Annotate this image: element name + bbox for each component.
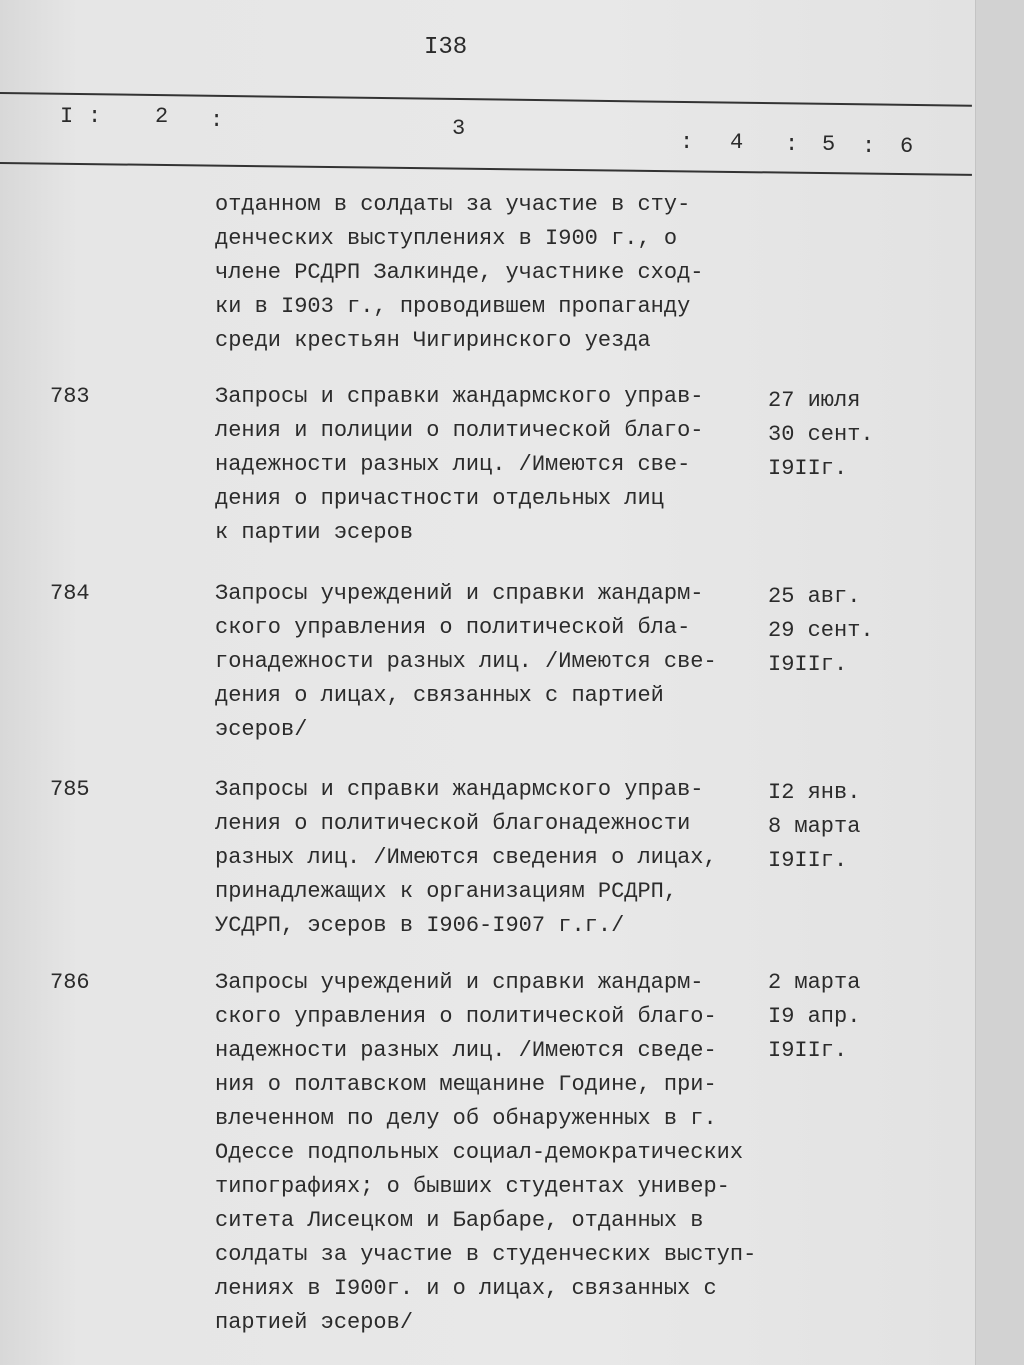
entry-number: 784 <box>50 581 90 606</box>
date-end: 8 марта <box>768 814 861 839</box>
entry-dates <box>768 580 968 682</box>
entry-description <box>215 773 760 943</box>
column-1-label: I <box>60 104 74 129</box>
text-line: гонадежности разных лиц. /Имеются све- <box>215 649 717 674</box>
page-number: I38 <box>424 34 468 61</box>
entry-dates <box>768 966 968 1068</box>
date-year: I9IIг. <box>768 456 848 481</box>
continuation-text <box>215 188 760 358</box>
text-line: УСДРП, эсеров в I906-I907 г.г./ <box>215 913 625 938</box>
text-line: принадлежащих к организациям РСДРП, <box>215 879 678 904</box>
text-line: дения о причастности отдельных лиц <box>215 486 664 511</box>
text-line: надежности разных лиц. /Имеются све- <box>215 452 691 477</box>
text-line: надежности разных лиц. /Имеются сведе- <box>215 1038 717 1063</box>
text-line: к партии эсеров <box>215 520 414 545</box>
text-line: разных лиц. /Имеются сведения о лицах, <box>215 845 717 870</box>
date-end: 30 сент. <box>768 422 874 447</box>
text-line: солдаты за участие в студенческих выступ- <box>215 1242 757 1267</box>
date-year: I9IIг. <box>768 848 848 873</box>
date-end: 29 сент. <box>768 618 874 643</box>
entry-dates <box>768 776 968 878</box>
entry-number: 786 <box>50 970 90 995</box>
text-line: ния о полтавском мещанине Године, при- <box>215 1072 717 1097</box>
text-line: члене РСДРП Залкинде, участнике сход- <box>215 260 704 285</box>
text-line: ского управления о политической благо- <box>215 1004 717 1029</box>
date-year: I9IIг. <box>768 1038 848 1063</box>
date-year: I9IIг. <box>768 652 848 677</box>
page-edge <box>975 0 1024 1365</box>
entry-number: 783 <box>50 384 90 409</box>
column-2-label: 2 <box>155 104 169 129</box>
column-6-label: 6 <box>900 134 914 159</box>
text-line: отданном в солдаты за участие в сту- <box>215 192 691 217</box>
entry-description <box>215 380 760 550</box>
text-line: дения о лицах, связанных с партией <box>215 683 664 708</box>
date-start: 27 июля <box>768 388 861 413</box>
date-start: 2 марта <box>768 970 861 995</box>
column-separator: : <box>88 104 102 129</box>
text-line: ления и полиции о политической благо- <box>215 418 704 443</box>
column-3-label: 3 <box>452 116 466 141</box>
text-line: партией эсеров/ <box>215 1310 414 1335</box>
date-start: I2 янв. <box>768 780 861 805</box>
column-separator: : <box>680 130 694 155</box>
text-line: Запросы и справки жандармского управ- <box>215 777 704 802</box>
column-separator: : <box>785 132 799 157</box>
column-4-label: 4 <box>730 130 744 155</box>
text-line: Одессе подпольных социал-демократических <box>215 1140 744 1165</box>
text-line: ления о политической благонадежности <box>215 811 691 836</box>
text-line: Запросы учреждений и справки жандарм- <box>215 970 704 995</box>
entry-description <box>215 966 760 1340</box>
text-line: ситета Лисецком и Барбаре, отданных в <box>215 1208 704 1233</box>
column-separator: : <box>210 108 224 133</box>
text-line: среди крестьян Чигиринского уезда <box>215 328 651 353</box>
entry-description <box>215 577 760 747</box>
text-line: эсеров/ <box>215 717 308 742</box>
text-line: денческих выступлениях в I900 г., о <box>215 226 678 251</box>
date-start: 25 авг. <box>768 584 861 609</box>
entry-number: 785 <box>50 777 90 802</box>
text-line: ского управления о политической бла- <box>215 615 691 640</box>
text-line: ки в I903 г., проводившем пропаганду <box>215 294 691 319</box>
date-end: I9 апр. <box>768 1004 861 1029</box>
text-line: Запросы и справки жандармского управ- <box>215 384 704 409</box>
text-line: лениях в I900г. и о лицах, связанных с <box>215 1276 717 1301</box>
column-separator: : <box>862 134 876 159</box>
entry-dates <box>768 384 968 486</box>
text-line: Запросы учреждений и справки жандарм- <box>215 581 704 606</box>
text-line: влеченном по делу об обнаруженных в г. <box>215 1106 717 1131</box>
text-line: типографиях; о бывших студентах универ- <box>215 1174 730 1199</box>
column-5-label: 5 <box>822 132 836 157</box>
